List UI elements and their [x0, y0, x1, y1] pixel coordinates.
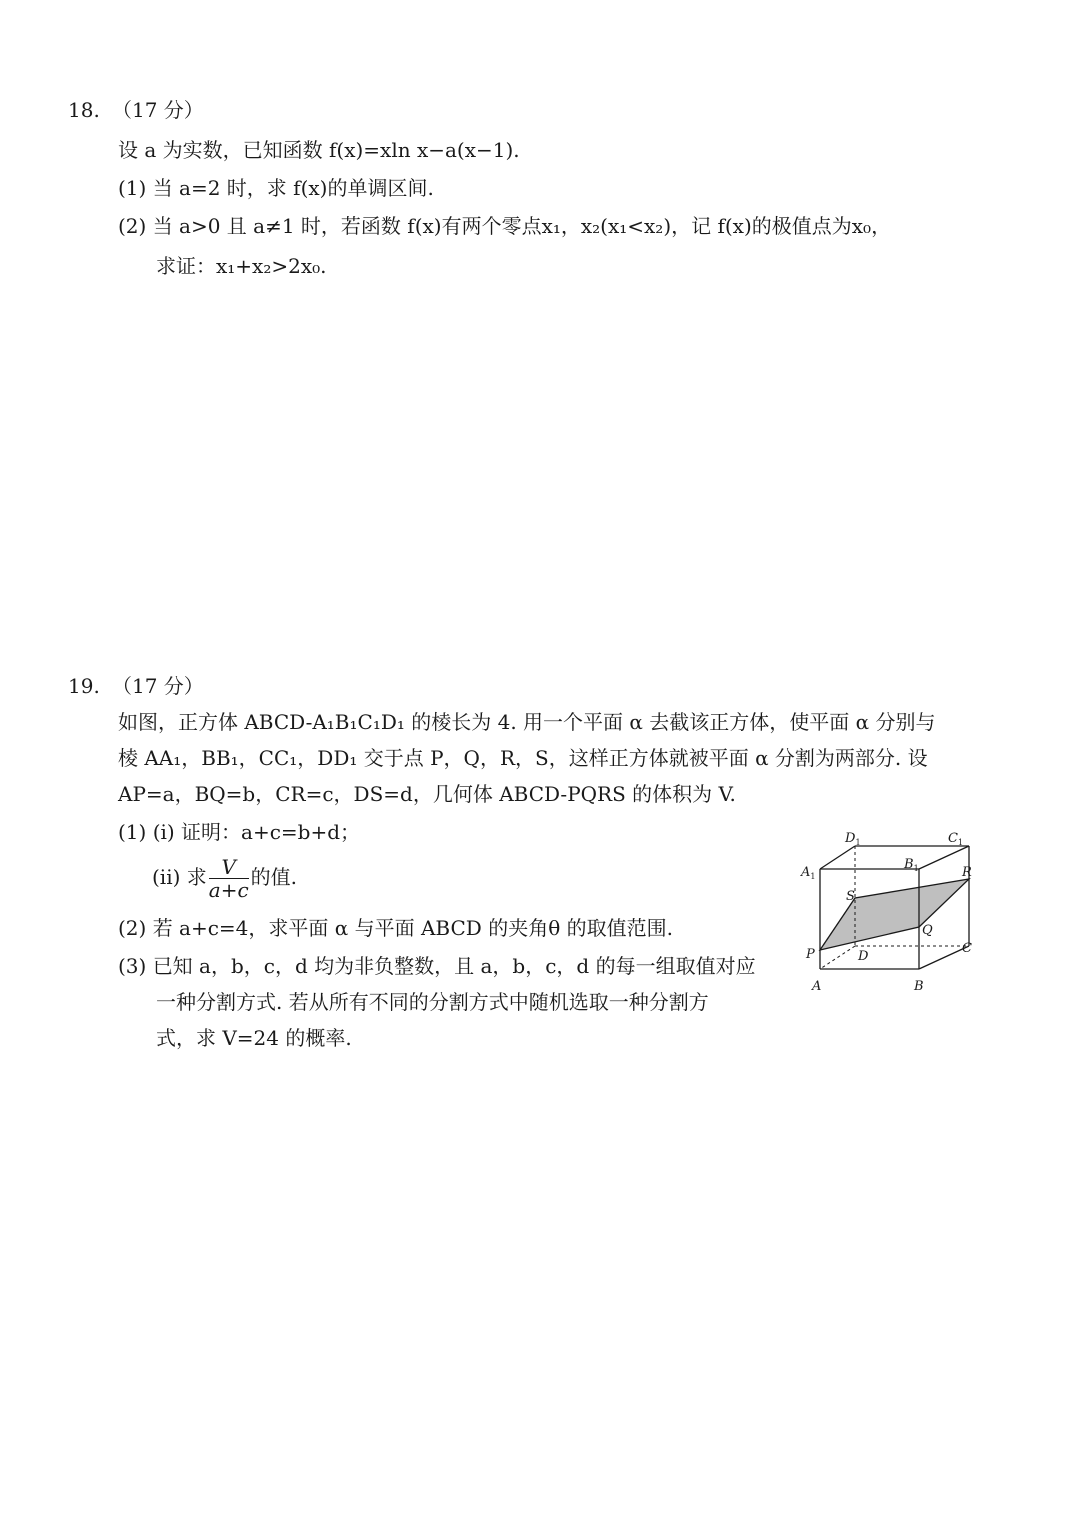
label-d: D — [858, 949, 869, 964]
q18-intro: 设 a 为实数，已知函数 f(x)=xln x−a(x−1). — [118, 138, 520, 162]
q19-part3-line3: 式，求 V=24 的概率. — [156, 1026, 352, 1050]
label-r: R — [962, 865, 972, 880]
fraction-denominator: a+c — [208, 878, 249, 902]
section-pqrs — [820, 879, 969, 950]
q19-part1-ii — [152, 852, 297, 902]
label-s: S — [846, 889, 855, 904]
q19-text-line3: AP=a，BQ=b，CR=c，DS=d，几何体 ABCD-PQRS 的体积为 V. — [118, 782, 736, 806]
q18-number: 18. — [68, 98, 100, 122]
q19-part1-ii-suffix: 的值. — [250, 865, 298, 889]
label-a1: $A_1$ — [801, 865, 816, 881]
q18-part2: (2) 当 a>0 且 a≠1 时，若函数 f(x)有两个零点x₁，x₂(x₁<x₂)，记 f(x)的极值点为x₀， — [118, 214, 892, 238]
label-b1: $B_1$ — [904, 857, 919, 873]
fraction-numerator: V — [209, 856, 249, 879]
q19-part1-ii-prefix: (ii) 求 — [152, 865, 207, 889]
q18-score: （17 分） — [112, 98, 204, 122]
q19-part1-i: (1) (i) 证明：a+c=b+d； — [118, 820, 361, 844]
label-q: Q — [922, 923, 933, 938]
label-p: P — [806, 947, 815, 962]
q19-text-line2: 棱 AA₁，BB₁，CC₁，DD₁ 交于点 P，Q，R，S，这样正方体就被平面 α 分割为两部分. 设 — [118, 746, 928, 770]
label-c1: $C_1$ — [948, 831, 964, 847]
q19-text-line1: 如图，正方体 ABCD-A₁B₁C₁D₁ 的棱长为 4. 用一个平面 α 去截该正方体，使平面 α 分别与 — [118, 710, 936, 734]
q19-number: 19. — [68, 674, 100, 698]
q18-part1: (1) 当 a=2 时，求 f(x)的单调区间. — [118, 176, 434, 200]
label-a: A — [812, 979, 822, 994]
q19-part2: (2) 若 a+c=4，求平面 α 与平面 ABCD 的夹角θ 的取值范围. — [118, 916, 673, 940]
fraction-v-over-a-plus-c — [209, 856, 249, 901]
label-c: C — [962, 941, 972, 956]
q19-part3-line2: 一种分割方式. 若从所有不同的分割方式中随机选取一种分割方 — [156, 990, 709, 1014]
label-b: B — [914, 979, 924, 994]
q18-part2-proof: 求证：x₁+x₂>2x₀. — [156, 254, 327, 278]
label-d1: $D_1$ — [845, 831, 861, 847]
q19-part3-line1: (3) 已知 a，b，c，d 均为非负整数，且 a，b，c，d 的每一组取值对应 — [118, 954, 756, 978]
q19-score: （17 分） — [112, 674, 204, 698]
cube-figure — [798, 826, 988, 996]
